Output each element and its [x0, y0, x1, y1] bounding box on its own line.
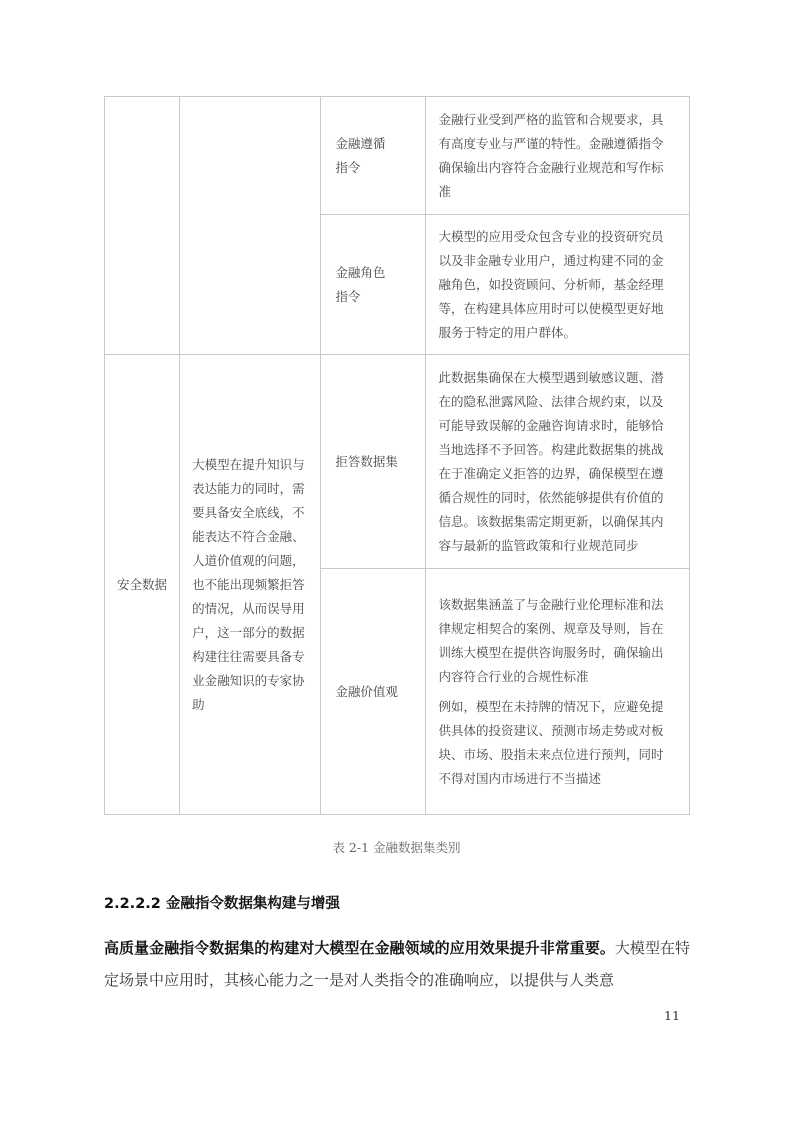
- dataset-description-example: 例如，模型在未持牌的情况下，应避免提供具体的投资建议、预测市场走势或对板块、市场、股指未来点位进行预判，同时不得对国内市场进行不当描述: [438, 698, 664, 786]
- category-label: 安全数据: [117, 576, 168, 592]
- dataset-name-cell: [321, 215, 425, 355]
- paragraph-bold-lead: 高质量金融指令数据集的构建对大模型在金融领域的应用效果提升非常重要。: [104, 939, 615, 957]
- dataset-desc-cell: [425, 215, 689, 355]
- dataset-name: 金融角色指令: [335, 264, 386, 304]
- page-number: 11: [664, 1008, 680, 1023]
- dataset-description: 此数据集确保在大模型遇到敏感议题、潜在的隐私泄露风险、法律合规约束，以及可能导致误解的金融咨询请求时，能够恰当地选择不予回答。构建此数据集的挑战在于准确定义拒答的边界，确保模型在遵循合规性的同时，依然能够提供有价值的信息。该数据集需定期更新，以确保其内容与最新的监管政策和行业规范同步: [438, 369, 664, 553]
- section-heading: 2.2.2.2 金融指令数据集构建与增强: [104, 896, 340, 912]
- dataset-category-table: [104, 96, 690, 815]
- summary-cell: [180, 355, 321, 815]
- table-caption: 表 2-1 金融数据集类别: [332, 840, 461, 855]
- body-paragraph: [104, 932, 690, 996]
- dataset-description: 金融行业受到严格的监管和合规要求，具有高度专业与严谨的特性。金融遵循指令确保输出内容符合金融行业规范和写作标准: [438, 111, 664, 199]
- paragraph-text: 大模型在特定场景中应用时，其核心能力之一是对人类指令的准确响应，以提供与人类意: [104, 939, 690, 989]
- dataset-name: 金融遵循指令: [335, 135, 386, 175]
- table-row: [105, 355, 690, 569]
- category-cell-empty: [105, 97, 180, 355]
- table-row: [105, 97, 690, 215]
- category-summary: 大模型在提升知识与表达能力的同时，需要具备安全底线，不能表达不符合金融、人道价值观的问题，也不能出现频繁拒答的情况，从而误导用户，这一部分的数据构建往往需要具备专业金融知识的专家协助: [192, 456, 305, 712]
- dataset-name: 拒答数据集: [335, 453, 398, 469]
- dataset-desc-cell: [425, 355, 689, 569]
- summary-cell-empty: [180, 97, 321, 355]
- dataset-name-cell: [321, 355, 425, 569]
- dataset-description: 该数据集涵盖了与金融行业伦理标准和法律规定相契合的案例、规章及导则，旨在训练大模型在提供咨询服务时，确保输出内容符合行业的合规性标准: [438, 596, 664, 684]
- dataset-description: 大模型的应用受众包含专业的投资研究员以及非金融专业用户，通过构建不同的金融角色，如投资顾问、分析师，基金经理等，在构建具体应用时可以使模型更好地服务于特定的用户群体。: [438, 228, 664, 340]
- dataset-desc-cell: [425, 97, 689, 215]
- category-cell: [105, 355, 180, 815]
- dataset-name: 金融价值观: [335, 683, 398, 699]
- dataset-desc-cell: [425, 569, 689, 815]
- dataset-name-cell: [321, 569, 425, 815]
- dataset-name-cell: [321, 97, 425, 215]
